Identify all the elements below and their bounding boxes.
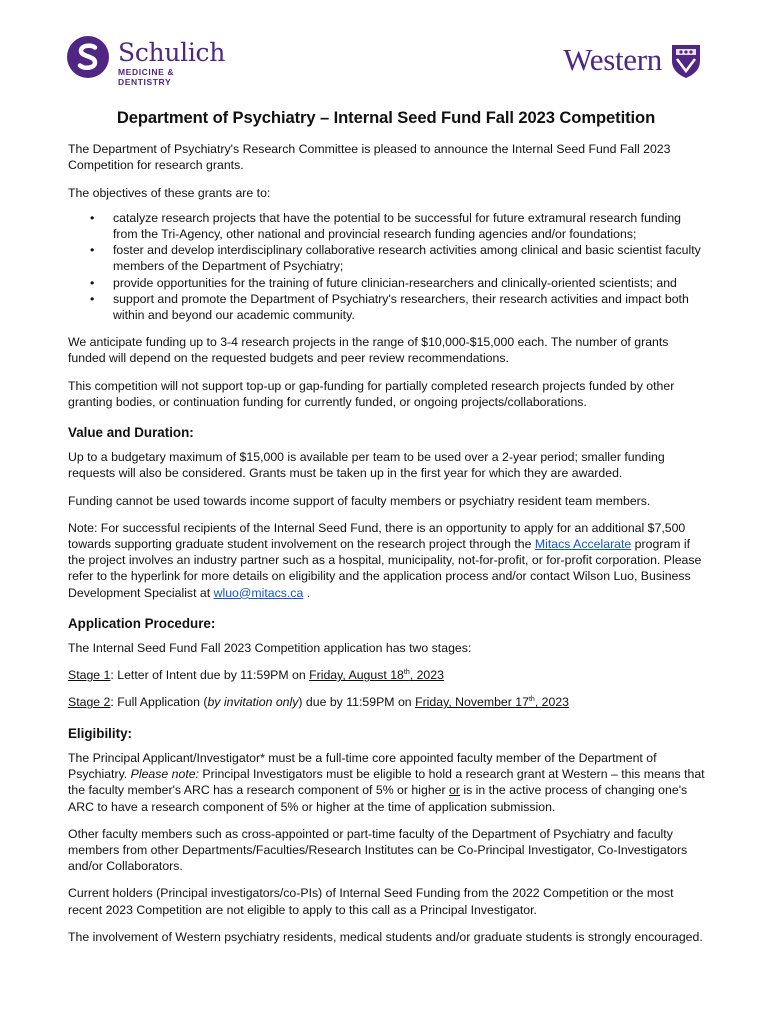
stage-1-line xyxy=(68,667,708,683)
note-text: program if the project involves an industry partner such as a hospital, municipality, not-for-profit, or for-profit corporation. Please refer to the hyperlink for more details on eligibility and the application process and/or contact Wilson Luo, Business Development Specialist at xyxy=(68,537,702,600)
objectives-list xyxy=(68,210,708,323)
stage-1-date-text: Friday, August 18 xyxy=(309,668,404,683)
objectives-lead: The objectives of these grants are to: xyxy=(68,185,271,200)
stage-2-date xyxy=(415,695,569,709)
western-crest-icon xyxy=(670,43,702,79)
please-note-italic: Please note: xyxy=(130,767,200,782)
stage-2-italic: by invitation only xyxy=(207,695,299,710)
schulich-subtitle: MEDICINE & DENTISTRY xyxy=(118,67,175,87)
stage-2-date-sup: th xyxy=(528,696,535,704)
eligibility-text: The Principal Applicant/Investigator* must be a full-time core appointed faculty member of the Department of Psychiatry. xyxy=(68,750,657,782)
stage-2-date-text: Friday, November 17 xyxy=(415,695,529,710)
application-heading: Application Procedure: xyxy=(68,615,216,631)
email-link[interactable]: wluo@mitacs.ca xyxy=(213,585,304,600)
schulich-name: Schulich xyxy=(118,38,226,67)
value-paragraph: Up to a budgetary maximum of $15,000 is available per team to be used over a 2-year period; smaller funding requests will also be considered. Grants must be taken up in the first year for which they are awarded. xyxy=(68,450,665,481)
stage-1-text: : Letter of Intent due by 11:59PM on xyxy=(110,668,310,683)
value-duration-heading: Value and Duration: xyxy=(68,425,194,441)
stage-2-label: Stage 2 xyxy=(68,695,111,710)
income-support-paragraph: Funding cannot be used towards income support of faculty members or psychiatry resident team members. xyxy=(68,493,651,508)
eligibility-text: is in the active process of changing one's ARC to have a research component of 5% or higher at the time of application submission. xyxy=(68,783,688,814)
eligibility-paragraph-2: Other faculty members such as cross-appointed or part-time faculty of the Department of Psychiatry and faculty members from other Departments/Faculties/Research Institutes can be Co-Principal Investigator, Co-Investigators and/or Collaborators. xyxy=(68,826,688,874)
intro-paragraph: The Department of Psychiatry's Research Committee is pleased to announce the Internal Seed Fund Fall 2023 Competition for research grants. xyxy=(68,142,671,173)
exclusion-paragraph: This competition will not support top-up or gap-funding for partially completed research projects funded by other granting bodies, or continuation funding for currently funded, or ongoing projects/collaborations. xyxy=(68,378,675,409)
stage-1-year: , 2023 xyxy=(409,668,444,683)
objective-item: • provide opportunities for the training of future clinician-researchers and clinically-oriented scientists; and xyxy=(68,275,708,291)
letterhead xyxy=(66,34,702,87)
note-end: . xyxy=(303,585,311,600)
eligibility-paragraph-1 xyxy=(68,750,708,815)
application-lead: The Internal Seed Fund Fall 2023 Competition application has two stages: xyxy=(68,641,472,656)
objective-item: • catalyze research projects that have the potential to be successful for future extramural research funding from the Tri-Agency, other national and provincial research funding agencies and/or foundations; xyxy=(68,210,708,242)
eligibility-paragraph-4: The involvement of Western psychiatry residents, medical students and/or graduate students is strongly encouraged. xyxy=(68,929,703,944)
mitacs-note-paragraph xyxy=(68,520,708,601)
eligibility-heading: Eligibility: xyxy=(68,725,132,741)
stage-2-line xyxy=(68,694,708,710)
objective-item: • support and promote the Department of Psychiatry's researchers, their research activities and impact both within and beyond our academic community. xyxy=(68,291,708,323)
mitacs-link[interactable]: Mitacs Accelarate xyxy=(534,537,632,552)
stage-2-text: : Full Application ( xyxy=(110,695,208,710)
or-underlined: or xyxy=(449,783,460,798)
schulich-logo xyxy=(66,34,226,87)
schulich-s-icon xyxy=(66,34,110,80)
stage-1-date xyxy=(309,668,444,682)
note-text: Note: For successful recipients of the Internal Seed Fund, there is an opportunity to apply for an additional $7,500 towards supporting graduate student involvement on the research project through the xyxy=(68,520,686,552)
funding-paragraph: We anticipate funding up to 3-4 research projects in the range of $10,000-$15,000 each. The number of grants funded will depend on the requested budgets and peer review recommendations. xyxy=(68,335,669,366)
document-title: Department of Psychiatry – Internal Seed Fund Fall 2023 Competition xyxy=(116,108,656,127)
stage-1-date-sup: th xyxy=(403,669,410,677)
stage-1-label: Stage 1 xyxy=(68,668,111,683)
eligibility-paragraph-3: Current holders (Principal investigators/co-PIs) of Internal Seed Funding from the 2022 Competition or the most recent 2023 Competition are not eligible to apply to this call as a Principal Investigator. xyxy=(68,886,674,917)
objective-item: • foster and develop interdisciplinary collaborative research activities among clinical and basic scientist faculty members of the Department of Psychiatry; xyxy=(68,242,708,274)
eligibility-text: Principal Investigators must be eligible to hold a research grant at Western – this means that the faculty member's ARC has a research component of 5% or higher xyxy=(68,767,705,798)
stage-2-text: ) due by 11:59PM on xyxy=(298,695,416,710)
western-name: Western xyxy=(563,42,662,77)
stage-2-year: , 2023 xyxy=(534,695,570,710)
document-body xyxy=(68,110,708,956)
